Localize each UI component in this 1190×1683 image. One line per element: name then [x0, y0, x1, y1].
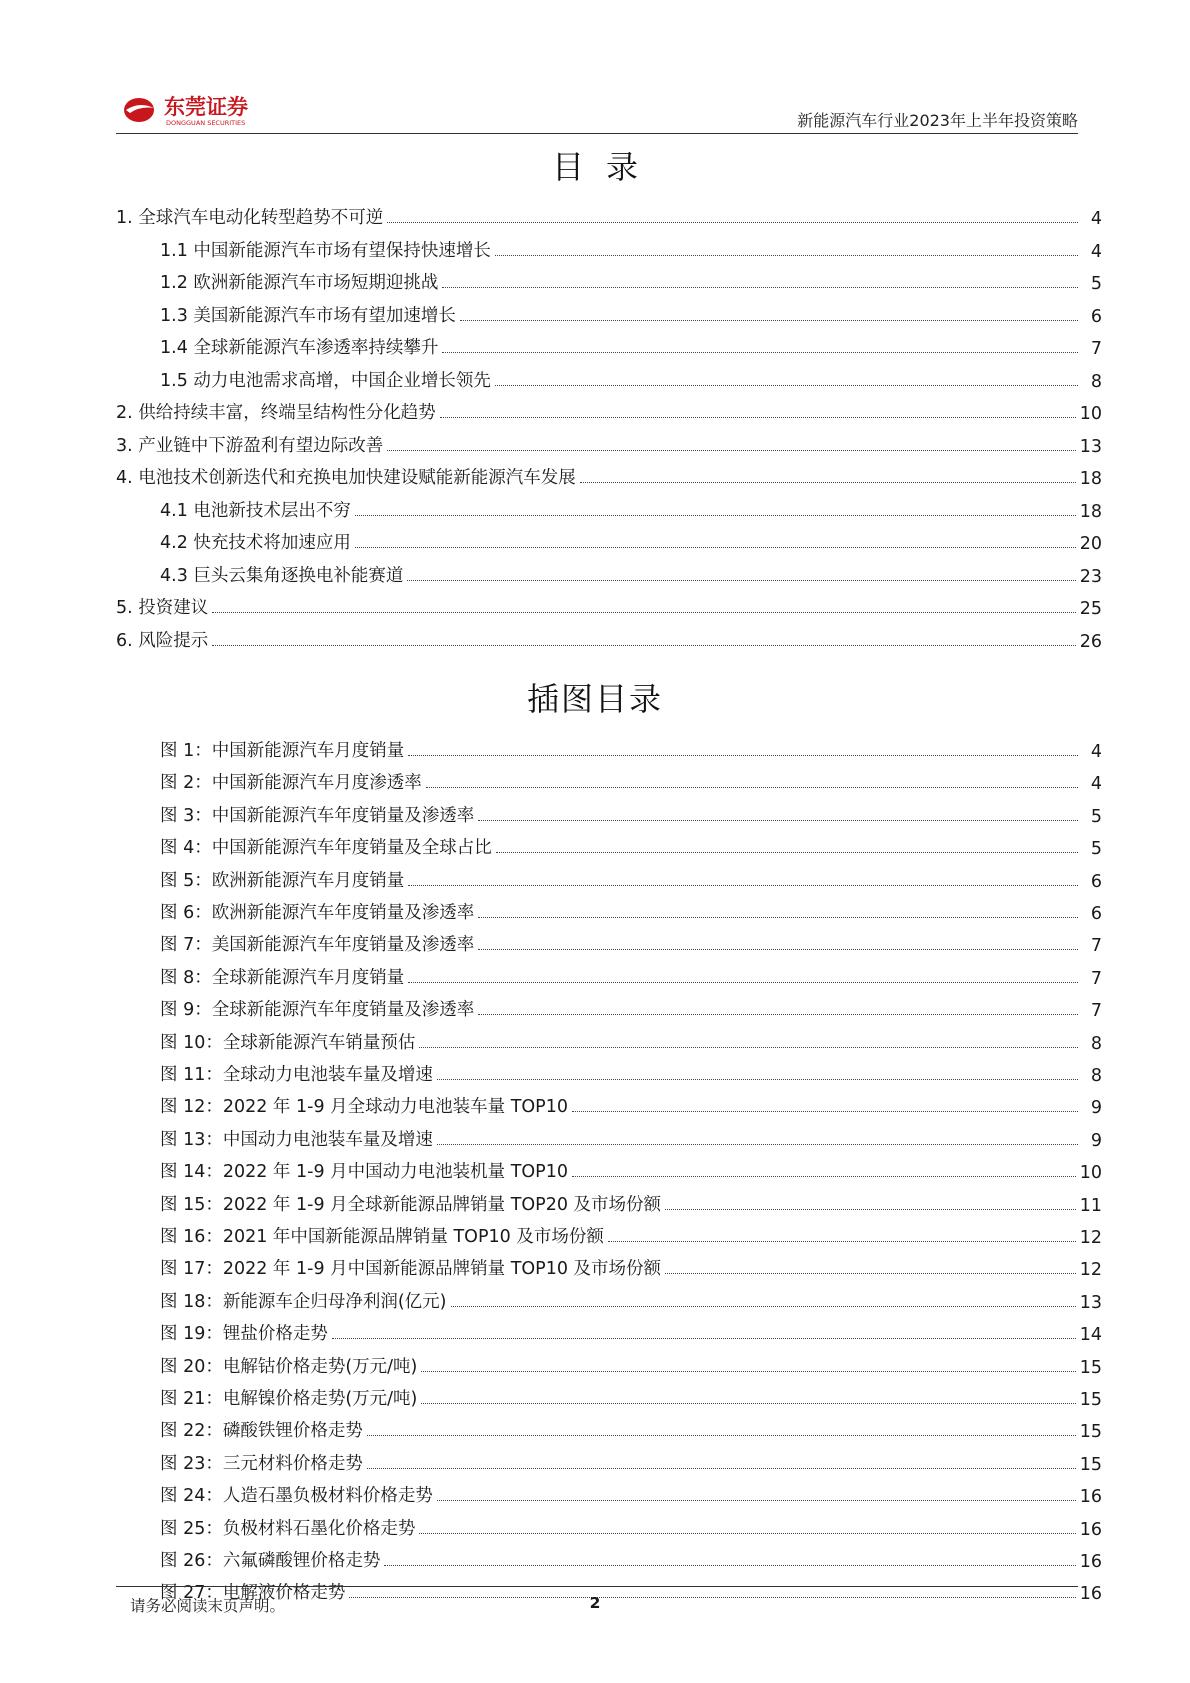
figure-entry[interactable] [160, 930, 1102, 956]
toc-entry[interactable] [160, 366, 1102, 392]
figure-entry[interactable] [160, 736, 1102, 762]
dot-leader [367, 1468, 1076, 1469]
figure-entry-label: 图 19：锂盐价格走势 [160, 1324, 328, 1345]
figure-entry[interactable] [160, 898, 1102, 924]
figure-entry-page: 14 [1079, 1325, 1102, 1346]
dot-leader [387, 450, 1075, 451]
figure-entry[interactable] [160, 1449, 1102, 1475]
toc-entry[interactable] [160, 333, 1102, 359]
dot-leader [408, 982, 1078, 983]
figure-entry[interactable] [160, 963, 1102, 989]
toc-heading: 目录 [551, 148, 660, 186]
header-divider [116, 133, 1078, 134]
figure-entry[interactable] [160, 1287, 1102, 1313]
figure-entry[interactable] [160, 1190, 1102, 1216]
dot-leader [665, 1209, 1076, 1210]
figure-entry-label: 图 6：欧洲新能源汽车年度销量及渗透率 [160, 903, 475, 923]
figure-entry-page: 8 [1090, 1066, 1102, 1086]
figure-entry-label: 图 14：2022 年 1-9 月中国动力电池装机量 TOP10 [160, 1162, 568, 1183]
toc-entry-page: 18 [1079, 469, 1102, 489]
dot-leader [478, 949, 1078, 950]
figure-entry-page: 12 [1079, 1260, 1102, 1281]
figure-entry[interactable] [160, 833, 1102, 859]
document-title: 新能源汽车行业2023年上半年投资策略 [797, 111, 1078, 130]
figure-entry-label: 图 3：中国新能源汽车年度销量及渗透率 [160, 805, 475, 826]
dot-leader [451, 1306, 1076, 1307]
dot-leader [419, 1047, 1078, 1048]
figure-entry-page: 9 [1090, 1098, 1102, 1119]
toc-entry[interactable] [160, 528, 1102, 554]
dot-leader [437, 1079, 1078, 1080]
toc-entry-label: 4.2 快充技术将加速应用 [160, 533, 351, 553]
toc-entry-page: 23 [1079, 566, 1102, 587]
figure-entry-label: 图 11：全球动力电池装车量及增速 [160, 1065, 433, 1085]
dot-leader [478, 820, 1078, 821]
dot-leader [495, 385, 1078, 386]
toc-entry-label: 1. 全球汽车电动化转型趋势不可逆 [116, 208, 384, 228]
figure-entry-page: 13 [1079, 1292, 1102, 1313]
figure-entry[interactable] [160, 1546, 1102, 1572]
figure-entry-label: 图 8：全球新能源汽车月度销量 [160, 967, 405, 988]
figure-entry-page: 15 [1079, 1422, 1102, 1443]
toc-entry-page: 10 [1079, 404, 1102, 424]
figure-entry[interactable] [160, 866, 1102, 892]
figure-entry-page: 5 [1090, 839, 1102, 860]
dot-leader [387, 222, 1078, 223]
toc-entry-page: 13 [1079, 436, 1102, 457]
toc-entry-page: 6 [1090, 306, 1102, 327]
dot-leader [426, 787, 1078, 788]
figure-entry-label: 图 23：三元材料价格走势 [160, 1453, 363, 1474]
toc-entry-page: 26 [1079, 631, 1102, 652]
dot-leader [478, 917, 1078, 918]
figure-entry-label: 图 18：新能源车企归母净利润(亿元) [160, 1291, 447, 1312]
figure-entry-label: 图 26：六氟磷酸锂价格走势 [160, 1551, 381, 1571]
dot-leader [437, 1144, 1078, 1145]
toc-entry-label: 1.1 中国新能源汽车市场有望保持快速增长 [160, 240, 491, 261]
figure-entry-label: 图 24：人造石墨负极材料价格走势 [160, 1486, 433, 1507]
figure-entry[interactable] [160, 1352, 1102, 1378]
figure-entry-label: 图 20：电解钴价格走势(万元/吨) [160, 1356, 418, 1377]
dot-leader [437, 1500, 1076, 1501]
figure-entry-label: 图 21：电解镍价格走势(万元/吨) [160, 1389, 418, 1409]
figure-entry[interactable] [160, 1416, 1102, 1442]
figure-entry[interactable] [160, 1384, 1102, 1410]
toc-entry-page: 20 [1079, 534, 1102, 554]
logo-text: 东莞证券 [164, 95, 248, 119]
toc-entry-page: 5 [1090, 274, 1102, 294]
figure-entry[interactable] [160, 1157, 1102, 1183]
dot-leader [421, 1371, 1075, 1372]
figure-entry-page: 4 [1090, 774, 1102, 795]
dot-leader [608, 1241, 1076, 1242]
toc-entry-label: 1.3 美国新能源汽车市场有望加速增长 [160, 305, 456, 326]
figure-entry[interactable] [160, 1028, 1102, 1054]
toc-entry[interactable] [160, 561, 1102, 587]
toc-entry-label: 4. 电池技术创新迭代和充换电加快建设赋能新能源汽车发展 [116, 468, 576, 488]
figure-entry[interactable] [160, 1060, 1102, 1086]
toc-entry-label: 4.1 电池新技术层出不穷 [160, 500, 351, 521]
dot-leader [496, 852, 1078, 853]
figure-entry-label: 图 12：2022 年 1-9 月全球动力电池装车量 TOP10 [160, 1097, 568, 1118]
figure-entry[interactable] [160, 1092, 1102, 1118]
figure-entry-page: 8 [1090, 1033, 1102, 1054]
figure-entry-page: 16 [1079, 1519, 1102, 1540]
toc-entry-label: 1.4 全球新能源汽车渗透率持续攀升 [160, 338, 439, 358]
figure-entry[interactable] [160, 1514, 1102, 1540]
toc-entry[interactable] [116, 626, 1102, 652]
toc-entry[interactable] [160, 301, 1102, 327]
dot-leader [408, 755, 1078, 756]
footer-divider [116, 1586, 1078, 1587]
figure-entry-page: 15 [1079, 1390, 1102, 1410]
dot-leader [442, 352, 1078, 353]
dot-leader [572, 1111, 1078, 1112]
toc-entry[interactable] [116, 431, 1102, 457]
dot-leader [460, 320, 1078, 321]
dot-leader [212, 645, 1075, 646]
figure-entry-page: 11 [1079, 1195, 1102, 1216]
dot-leader [212, 612, 1075, 613]
toc-entry-page: 4 [1090, 209, 1102, 229]
figure-entry-label: 图 1：中国新能源汽车月度销量 [160, 741, 405, 761]
dot-leader [495, 255, 1078, 256]
figure-entry[interactable] [160, 1222, 1102, 1248]
figure-entry[interactable] [160, 768, 1102, 794]
dot-leader [440, 417, 1076, 418]
dot-leader [355, 515, 1076, 516]
dot-leader [332, 1338, 1076, 1339]
dot-leader [355, 547, 1076, 548]
figure-entry[interactable] [160, 1254, 1102, 1280]
figure-entry[interactable] [160, 1319, 1102, 1345]
figure-entry-label: 图 2：中国新能源汽车月度渗透率 [160, 773, 422, 794]
dot-leader [367, 1435, 1076, 1436]
toc-entry-label: 1.5 动力电池需求高增，中国企业增长领先 [160, 370, 491, 391]
dot-leader [407, 580, 1075, 581]
page-header [116, 84, 1078, 132]
toc-entry[interactable] [116, 593, 1102, 619]
toc-entry-label: 1.2 欧洲新能源汽车市场短期迎挑战 [160, 273, 439, 293]
toc-entry-page: 8 [1090, 371, 1102, 392]
figure-entry-label: 图 17：2022 年 1-9 月中国新能源品牌销量 TOP10 及市场份额 [160, 1259, 662, 1280]
figure-entry-page: 7 [1090, 936, 1102, 957]
dot-leader [580, 482, 1076, 483]
figure-entry[interactable] [160, 801, 1102, 827]
figure-entry-page: 6 [1090, 871, 1102, 892]
figure-entry-page: 5 [1090, 806, 1102, 827]
toc-entry-label: 2. 供给持续丰富，终端呈结构性分化趋势 [116, 403, 436, 423]
dot-leader [408, 885, 1078, 886]
figure-entry[interactable] [160, 1125, 1102, 1151]
toc-entry[interactable] [160, 268, 1102, 294]
toc-entry-label: 4.3 巨头云集角逐换电补能赛道 [160, 565, 404, 586]
figure-entry-page: 12 [1079, 1228, 1102, 1248]
figure-entry-label: 图 25：负极材料石墨化价格走势 [160, 1518, 416, 1539]
figure-entry-page: 7 [1090, 1001, 1102, 1022]
dot-leader [572, 1176, 1076, 1177]
figure-entry-page: 9 [1090, 1130, 1102, 1151]
toc-entry[interactable] [116, 463, 1102, 489]
logo-subtext: DONGGUAN SECURITIES [166, 119, 246, 127]
toc-entry[interactable] [160, 236, 1102, 262]
figure-entry-page: 7 [1090, 968, 1102, 989]
toc-entry-label: 5. 投资建议 [116, 598, 209, 618]
toc-entry[interactable] [116, 398, 1102, 424]
figure-entry-label: 图 4：中国新能源汽车年度销量及全球占比 [160, 838, 492, 859]
figure-entry-label: 图 5：欧洲新能源汽车月度销量 [160, 870, 405, 891]
dot-leader [421, 1403, 1075, 1404]
toc-entry-label: 3. 产业链中下游盈利有望边际改善 [116, 435, 384, 456]
figure-entry-page: 16 [1079, 1584, 1102, 1605]
figure-entry[interactable] [160, 1481, 1102, 1507]
dot-leader [419, 1533, 1075, 1534]
toc-entry-label: 6. 风险提示 [116, 630, 209, 651]
dot-leader [442, 287, 1078, 288]
dongguan-securities-logo [122, 90, 312, 130]
figure-entry-label: 图 7：美国新能源汽车年度销量及渗透率 [160, 935, 475, 956]
figure-list-heading: 插图目录 [526, 680, 663, 718]
figure-entry-label: 图 9：全球新能源汽车年度销量及渗透率 [160, 1000, 475, 1021]
figure-entry-page: 16 [1079, 1552, 1102, 1572]
figure-entry-page: 16 [1079, 1487, 1102, 1508]
figure-entry-page: 6 [1090, 904, 1102, 924]
toc-entry[interactable] [160, 496, 1102, 522]
page-number: 2 [589, 1594, 601, 1612]
figure-entry-label: 图 16：2021 年中国新能源品牌销量 TOP10 及市场份额 [160, 1227, 604, 1247]
toc-entry-page: 25 [1079, 599, 1102, 619]
figure-entry-label: 图 22：磷酸铁锂价格走势 [160, 1421, 363, 1442]
toc-entry-page: 4 [1090, 241, 1102, 262]
figure-entry[interactable] [160, 995, 1102, 1021]
figure-entry-label: 图 13：中国动力电池装车量及增速 [160, 1129, 433, 1150]
toc-entry-page: 18 [1079, 501, 1102, 522]
figure-entry-label: 图 10：全球新能源汽车销量预估 [160, 1032, 416, 1053]
figure-entry-label: 图 27：电解液价格走势 [160, 1583, 346, 1604]
figure-entry-page: 15 [1079, 1454, 1102, 1475]
dot-leader [665, 1273, 1076, 1274]
figure-entry-label: 图 15：2022 年 1-9 月全球新能源品牌销量 TOP20 及市场份额 [160, 1194, 662, 1215]
dot-leader [384, 1565, 1075, 1566]
dot-leader [478, 1014, 1078, 1015]
toc-entry[interactable] [116, 203, 1102, 229]
figure-entry-page: 4 [1090, 742, 1102, 762]
footer-disclaimer: 请务必阅读末页声明。 [130, 1597, 286, 1615]
figure-entry-page: 10 [1079, 1163, 1102, 1184]
toc-entry-page: 7 [1090, 339, 1102, 359]
figure-entry-page: 15 [1079, 1357, 1102, 1378]
